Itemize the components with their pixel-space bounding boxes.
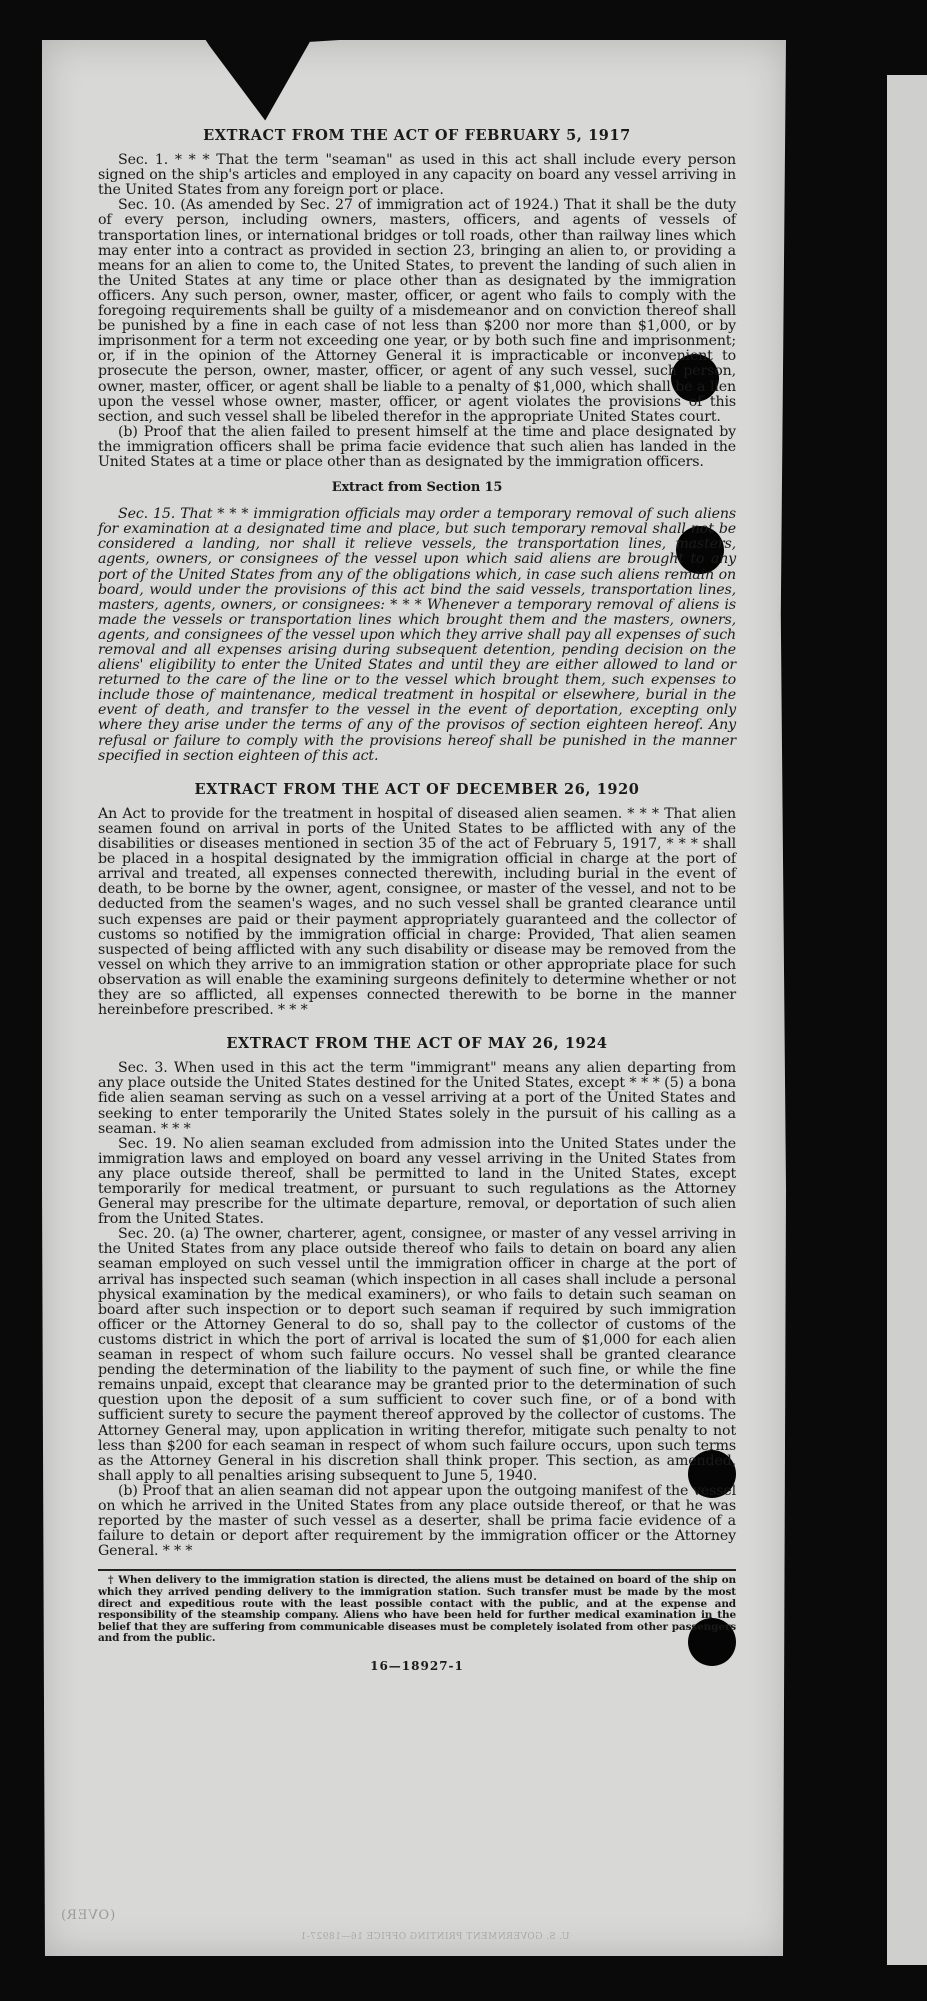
section-3: Sec. 3. When used in this act the term "immigrant" means any alien departing from any place outside the United States destined for the United States, except * * * (5) a bona fide alien seaman serving as such on a vessel arriving at a port of the United States and seeking to enter temporarily the United States solely in the pursuit of his calling as a seaman. * * * — [98, 1060, 736, 1137]
section-10: Sec. 10. (As amended by Sec. 27 of immigration act of 1924.) That it shall be the duty of every person, including owners, masters, officers, and agents of vessels of transportation lines, or international bridges or toll roads, other than railway lines which may enter into a contract as provided in section 23, bringing an alien to, or providing a means for an alien to come to, the United States, to prevent the landing of such alien in the United States at any time or place other than as designated by the immigration officers. Any such person, owner, master, officer, or agent who fails to comply with the foregoing requirements shall be guilty of a misdemeanor and on conviction thereof shall be punished by a fine in each case of not less than $200 nor more than $1,000, or by imprisonment for a term not exceeding one year, or by both such fine and imprisonment; or, if in the opinion of the Attorney General it is impracticable or inconvenient to prosecute the person, owner, master, officer, or agent of any such vessel, such person, owner, master, officer, or agent shall be liable to a penalty of $1,000, which shall be a lien upon the vessel whose owner, master, officer, or agent violates the provisions of this section, and such vessel shall be libeled therefor in the appropriate United States court. — [98, 197, 736, 425]
heading-act-1920: EXTRACT FROM THE ACT OF DECEMBER 26, 1920 — [194, 780, 640, 798]
footnote-text: † When delivery to the immigration station is directed, the aliens must be detained on board of the ship on which they arrived pending delivery to the immigration station. Such transfer must be made by the most direct and expeditious route with the least possible contact with the public, and at the expense and responsibility of the steamship company. Aliens who have been held for further medical examination in the belief that they are suffering from communicable diseases must be completely isolated from other passengers and from the public. — [98, 1574, 736, 1645]
section-20b: (b) Proof that an alien seaman did not appear upon the outgoing manifest of the vessel on which he arrived in the United States from any place outside thereof, or that he was reported by the master of such vessel as a deserter, shall be prima facie evidence of a failure to detain or deport after requirement by the immigration officer or the Attorney General. * * * — [98, 1482, 736, 1560]
heading-act-1924: EXTRACT FROM THE ACT OF MAY 26, 1924 — [226, 1035, 608, 1053]
section-1: Sec. 1. * * * That the term "seaman" as used in this act shall include every person signed on the ship's articles and employed in any capacity on board any vessel arriving in the United States from any foreign port or place. — [98, 152, 736, 199]
subheading-section-15: Extract from Section 15 — [331, 480, 503, 496]
document-body — [98, 128, 736, 1674]
section-15-block — [98, 507, 736, 764]
footnote-block — [98, 1575, 736, 1645]
section-10b: (b) Proof that the alien failed to present himself at the time and place designated by the immigration officers shall be prima facie evidence that such alien has landed in the United States at a time or place other than as designated by the immigration officers. — [98, 423, 736, 470]
section-20a: Sec. 20. (a) The owner, charterer, agent, consignee, or master of any vessel arriving in the United States from any place outside thereof who fails to detain on board any alien seaman employed on such vessel until the immigration officer in charge at the port of arrival has inspected such seaman (which inspection in all cases shall include a personal physical examination by the medical examiners), or who fails to detain such seaman on board after such inspection or to deport such seaman if required by such immigration officer or the Attorney General to do so, shall pay to the collector of customs of the customs district in which the port of arrival is located the sum of $1,000 for each alien seaman in respect of whom such failure occurs. No vessel shall be granted clearance pending the determination of the liability to the payment of such fine, or while the fine remains unpaid, except that clearance may be granted prior to the determination of such question upon the deposit of a sum sufficient to cover such fine, or of a bond with sufficient surety to secure the payment thereof approved by the collector of customs. The Attorney General may, upon application in writing therefor, mitigate such penalty to not less than $200 for each seaman in respect of whom such failure occurs, upon such terms as the Attorney General in his discretion shall think proper. This section, as amended, shall apply to all penalties arising subsequent to June 5, 1940. — [98, 1226, 736, 1484]
heading-act-1917: EXTRACT FROM THE ACT OF FEBRUARY 5, 1917 — [203, 127, 631, 144]
section-15: Sec. 15. That * * * immigration officials may order a temporary removal of such aliens for examination at a designated time and place, but such temporary removal shall not be considered a landing, nor shall it relieve vessels, the transportation lines, masters, agents, owners, or consignees of the vessel upon which said aliens are brought to any port of the United States from any of the obligations which, in case such aliens remain on board, would under the provisions of this act bind the said vessels, transportation lines, masters, agents, owners, or consignees: * * * Whenever a temporary removal of aliens is made the vessels or transportation lines which brought them and the masters, owners, agents, and consignees of the vessel upon which they arrive shall pay all expenses of such removal and all expenses arising during subsequent detention, pending decision on the aliens' eligibility to enter the United States and until they are either allowed to land or returned to the care of the line or to the vessel which brought them, such expenses to include those of maintenance, medical treatment in hospital or elsewhere, burial in the event of death, and transfer to the vessel in the event of deportation, excepting only where they arise under the terms of any of the provisos of section eighteen hereof. Any refusal or failure to comply with the provisions hereof shall be punished in the manner specified in section eighteen of this act. — [98, 506, 736, 764]
bleed-through-over: (OVER) — [60, 1908, 116, 1923]
adjacent-page-edge — [887, 75, 927, 1965]
form-number: 16—18927-1 — [370, 1658, 464, 1673]
section-19: Sec. 19. No alien seaman excluded from admission into the United States under the immigration laws and employed on board any vessel arriving in the United States from any place outside thereof, shall be permitted to land in the United States, except temporarily for medical treatment, or pursuant to such regulations as the Attorney General may prescribe for the ultimate departure, removal, or deportation of such alien from the United States. — [98, 1135, 736, 1228]
act-1920-text: An Act to provide for the treatment in hospital of diseased alien seamen. * * * That alien seamen found on arrival in ports of the United States to be afflicted with any of the disabilities or diseases mentioned in section 35 of the act of February 5, 1917, * * * shall be placed in a hospital designated by the immigration official in charge at the port of arrival and treated, all expenses connected therewith, including burial in the event of death, to be borne by the owner, agent, consignee, or master of the vessel, and not to be deducted from the seamen's wages, and no such vessel shall be granted clearance until such expenses are paid or their payment appropriately guaranteed and the collector of customs so notified by the immigration official in charge: Provided, That alien seamen suspected of being afflicted with any such disability or disease may be removed from the vessel on which they arrive to an immigration station or other appropriate place for such observation as will enable the examining surgeons definitely to determine whether or not they are so afflicted, all expenses connected therewith to be borne in the manner hereinbefore prescribed. * * * — [98, 805, 736, 1019]
footnote-divider — [98, 1569, 736, 1571]
bleed-through-printer: U. S. GOVERNMENT PRINTING OFFICE 16—18927-1 — [300, 1932, 570, 1942]
